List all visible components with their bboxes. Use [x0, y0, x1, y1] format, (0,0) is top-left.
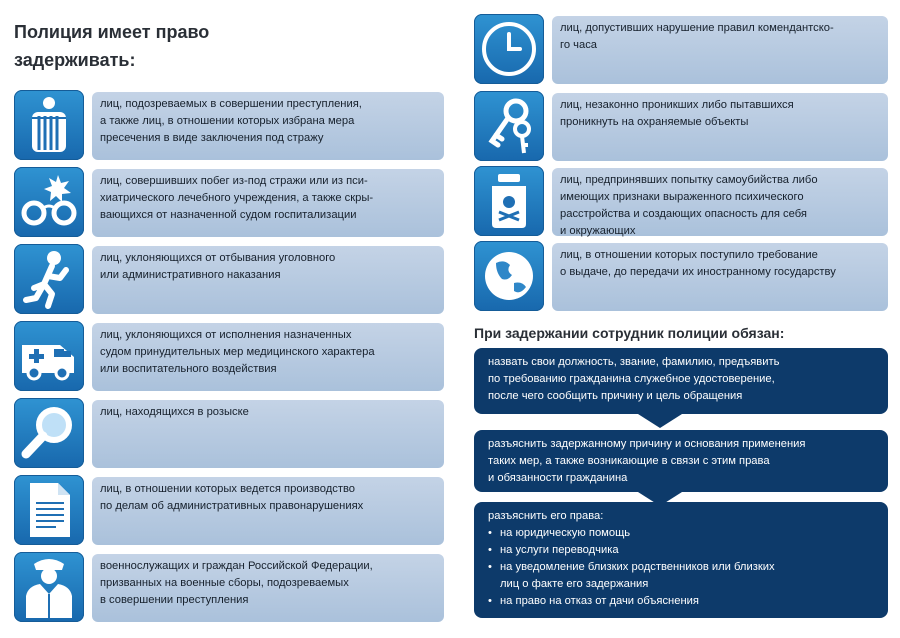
rights-intro: разъяснить его права:: [488, 510, 604, 522]
globe-icon: [474, 241, 544, 311]
right-item-text-box: лиц, незаконно проникших либо пытавшихся проникнуть на охраняемые объекты: [552, 93, 888, 161]
clock-icon: [474, 14, 544, 84]
soldier-icon: [14, 552, 84, 622]
left-item-text-box: лиц, находящихся в розыске: [92, 400, 444, 468]
ambulance-icon: [14, 321, 84, 391]
left-item-text-box: лиц, в отношении которых ведется производство по делам об административных правонарушениях: [92, 477, 444, 545]
left-title: Полиция имеет право задерживать:: [14, 22, 210, 70]
right-item-text-box: лиц, в отношении которых поступило требование о выдаче, до передачи их иностранному государству: [552, 243, 888, 311]
rights-list: [488, 525, 878, 610]
right-item-text-box: лиц, предпринявших попытку самоубийства либо имеющих признаки выраженного психического расстройства и создающих опасность для себя и окружающих: [552, 168, 888, 236]
poison-jar-icon: [474, 166, 544, 236]
rights-list-item: • на уведомление близких родственников или близких лиц о факте его задержания: [488, 559, 878, 593]
rights-list-item: • на услуги переводчика: [488, 542, 878, 559]
running-man-icon: [14, 244, 84, 314]
duty-box-rights: [474, 502, 888, 618]
duty-box-explain: разъяснить задержанному причину и основания применения таких мер, а также возникающие в связи с этим права и обязанности гражданина: [474, 430, 888, 492]
left-item-text-box: лиц, уклоняющихся от исполнения назначенных судом принудительных мер медицинского характера или воспитательного воздействия: [92, 323, 444, 391]
right-item-text-box: лиц, допустивших нарушение правил комендантско- го часа: [552, 16, 888, 84]
rights-list-item: • на право на отказ от дачи объяснения: [488, 593, 878, 610]
magnifier-icon: [14, 398, 84, 468]
left-item-text-box: лиц, подозреваемых в совершении преступления, а также лиц, в отношении которых избрана мера пресечения в виде заключения под стражу: [92, 92, 444, 160]
left-item-text-box: военнослужащих и граждан Российской Федерации, призванных на военные сборы, подозреваемых в совершении преступления: [92, 554, 444, 622]
prison-bars-icon: [14, 90, 84, 160]
flow-arrow: [638, 414, 682, 428]
left-item-text-box: лиц, уклоняющихся от отбывания уголовного или административного наказания: [92, 246, 444, 314]
rights-list-item: • на юридическую помощь: [488, 525, 878, 542]
keys-icon: [474, 91, 544, 161]
duty-box-identify: назвать свои должность, звание, фамилию, предъявить по требованию гражданина служебное удостоверение, после чего сообщить причину и цель обращения: [474, 348, 888, 414]
left-item-text-box: лиц, совершивших побег из-под стражи или из пси- хиатрического лечебного учреждения, а также скры- вающихся от назначенной судом госпитализации: [92, 169, 444, 237]
handcuffs-icon: [14, 167, 84, 237]
right-title: При задержании сотрудник полиции обязан:: [474, 325, 785, 341]
document-icon: [14, 475, 84, 545]
